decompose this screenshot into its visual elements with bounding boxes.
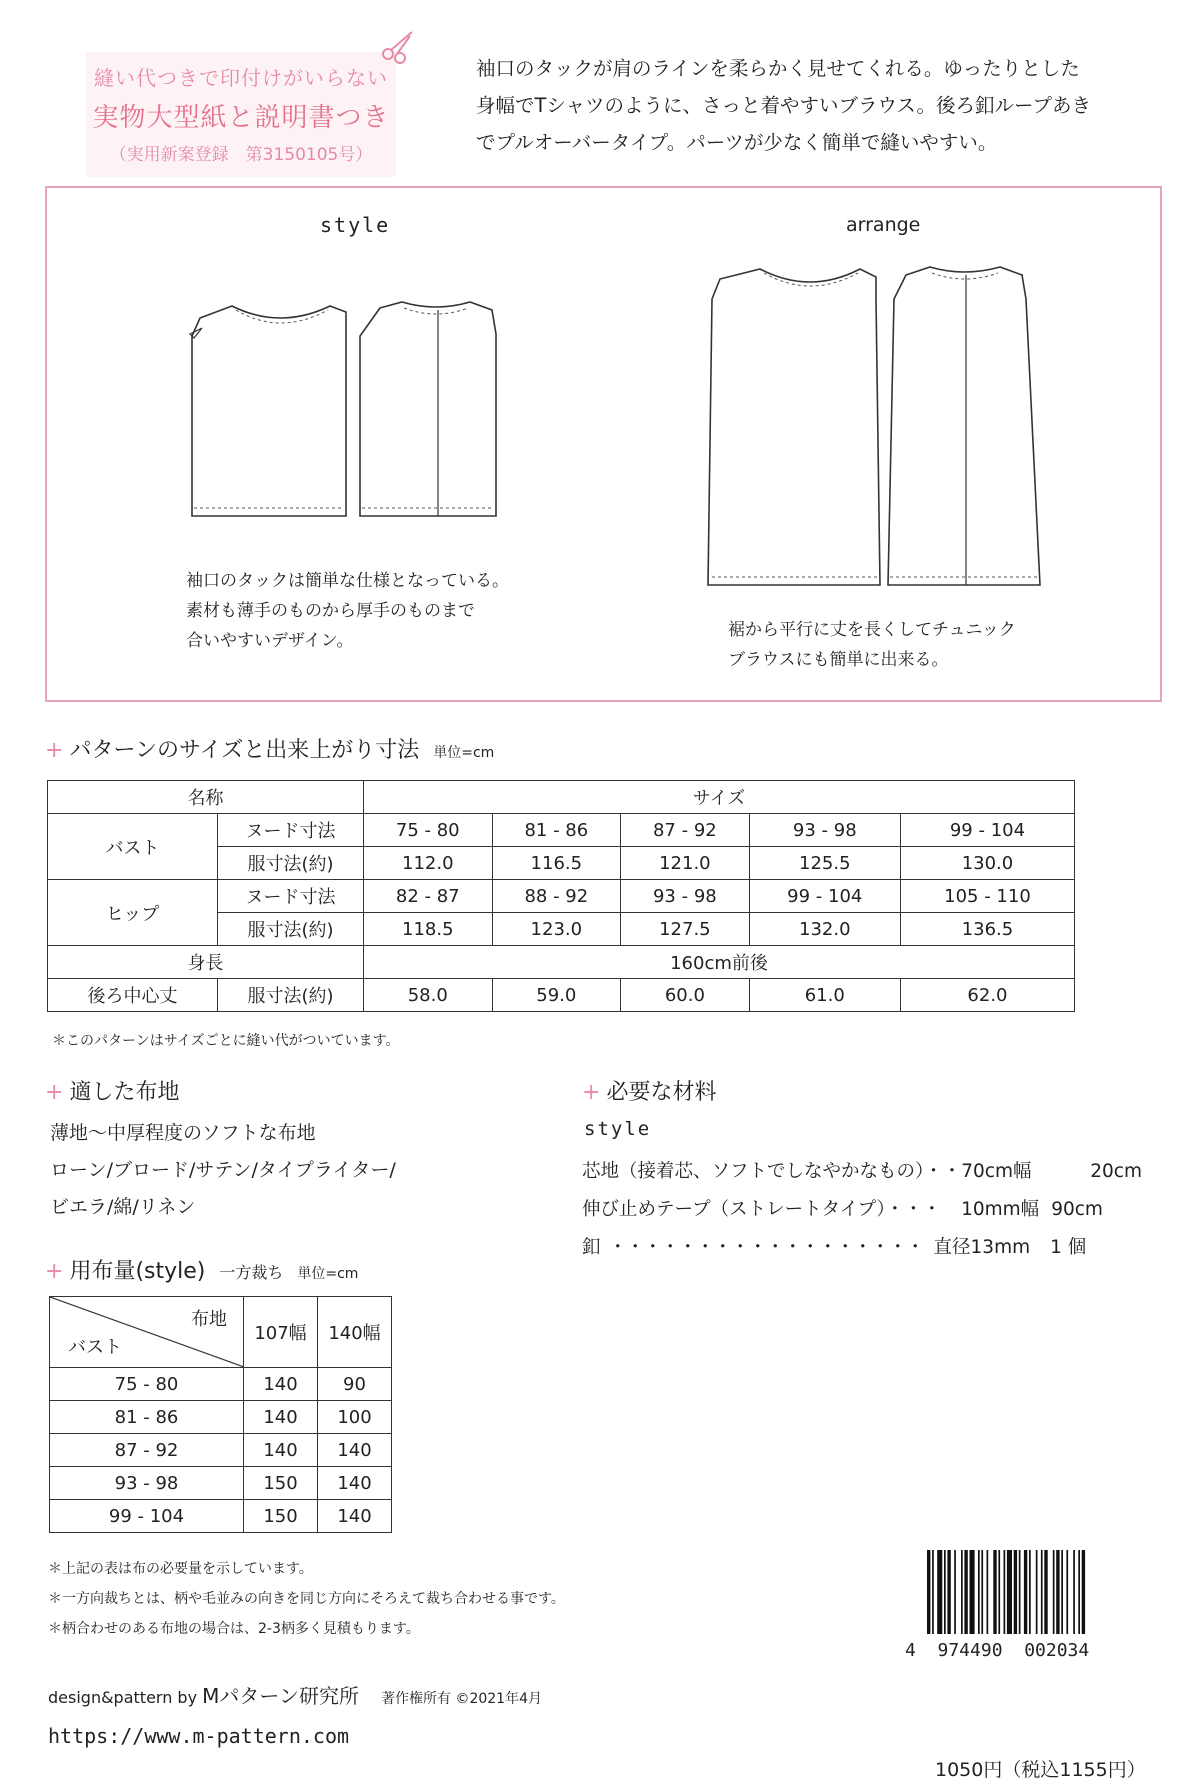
intro-line: 袖口のタックが肩のラインを柔らかく見せてくれる。ゆったりとした — [476, 57, 1080, 80]
table-cell: 121.0 — [621, 847, 750, 880]
nude-label: ヌード寸法 — [218, 880, 364, 913]
arrange-caption: arrange — [846, 214, 921, 236]
table-cell: 140 — [244, 1434, 318, 1467]
table-cell: 87 - 92 — [50, 1434, 244, 1467]
bust-label: バスト — [48, 814, 218, 880]
table-cell: 140 — [318, 1500, 392, 1533]
style-caption: style — [320, 213, 391, 237]
table-cell: 75 - 80 — [364, 814, 493, 847]
table-cell: 123.0 — [492, 913, 621, 946]
table-cell: 59.0 — [492, 979, 621, 1012]
material-qty: 1 個 — [1050, 1237, 1087, 1258]
table-cell: 118.5 — [364, 913, 493, 946]
arrange-note-line: 裾から平行に丈を長くしてチュニック — [728, 620, 1016, 640]
price: 1050円（税込1155円） — [935, 1759, 1146, 1781]
material-name: 伸び止めテープ（ストレートタイプ）・・・ — [582, 1199, 942, 1220]
size-unit: 単位=cm — [433, 745, 495, 761]
size-table — [47, 780, 1075, 1012]
yardage-section-title — [45, 1254, 358, 1285]
size-title: パターンのサイズと出来上がり寸法 — [69, 738, 420, 763]
table-cell: 150 — [244, 1500, 318, 1533]
intro-text — [476, 50, 1166, 161]
table-cell: 132.0 — [749, 913, 900, 946]
plus-icon: + — [45, 738, 64, 763]
table-cell: 127.5 — [621, 913, 750, 946]
style-note-line: 袖口のタックは簡単な仕様となっている。 — [186, 571, 509, 591]
material-name: 釦 — [582, 1237, 601, 1258]
table-cell: 105 - 110 — [900, 880, 1074, 913]
col-140: 140幅 — [318, 1297, 392, 1368]
size-footnote: ＊このパターンはサイズごとに縫い代がついています。 — [52, 1033, 400, 1049]
yardage-unit: 単位=cm — [297, 1266, 359, 1282]
material-item — [582, 1191, 1142, 1229]
col-107: 107幅 — [244, 1297, 318, 1368]
table-cell: 140 — [244, 1368, 318, 1401]
yardage-table — [49, 1296, 392, 1533]
style-note — [186, 566, 509, 656]
table-cell: 82 - 87 — [364, 880, 493, 913]
hip-label: ヒップ — [48, 880, 218, 946]
badge-line-3: （実用新案登録 第3150105号） — [109, 145, 373, 165]
fabric-section-title — [45, 1075, 179, 1106]
arrange-note-line: ブラウスにも簡単に出来る。 — [728, 650, 949, 670]
materials-title: 必要な材料 — [606, 1080, 717, 1105]
yardage-note: ＊一方向裁ちとは、柄や毛並みの向きを同じ方向にそろえて裁ち合わせる事です。 — [48, 1591, 565, 1607]
style-note-line: 合いやすいデザイン。 — [186, 631, 354, 651]
yardage-notes — [48, 1554, 565, 1644]
credit-prefix: design&pattern by — [48, 1688, 203, 1707]
table-cell: 130.0 — [900, 847, 1074, 880]
arrange-tunic-drawing — [700, 255, 1080, 595]
garment-label: 服寸法(約) — [218, 847, 364, 880]
fabric-list — [50, 1115, 396, 1226]
barcode-number: 4 974490 002034 — [905, 1640, 1090, 1661]
copyright: 著作権所有 ©2021年4月 — [381, 1691, 542, 1707]
header-name: 名称 — [48, 781, 364, 814]
material-dots: ・・・・・・・・・・・・・・・・・・ — [608, 1237, 924, 1258]
materials-list — [582, 1153, 1142, 1267]
material-qty: 20cm — [1090, 1161, 1142, 1182]
intro-line: 身幅でTシャツのように、さっと着やすいブラウス。後ろ釦ループあき — [476, 94, 1092, 117]
table-cell: 62.0 — [900, 979, 1074, 1012]
height-label: 身長 — [48, 946, 364, 979]
back-length-label: 後ろ中心丈 — [48, 979, 218, 1012]
height-value: 160cm前後 — [364, 946, 1075, 979]
table-cell: 87 - 92 — [621, 814, 750, 847]
website-link[interactable]: https://www.m-pattern.com — [48, 1724, 350, 1748]
table-cell: 140 — [318, 1434, 392, 1467]
materials-section-title — [582, 1075, 716, 1106]
table-cell: 60.0 — [621, 979, 750, 1012]
table-cell: 90 — [318, 1368, 392, 1401]
arrange-note — [728, 615, 1016, 675]
material-name: 芯地（接着芯、ソフトでしなやかなもの）・・70cm幅 — [582, 1161, 1032, 1182]
badge-line-1: 縫い代つきで印付けがいらない — [94, 66, 388, 90]
plus-icon: + — [45, 1259, 64, 1284]
table-cell: 150 — [244, 1467, 318, 1500]
style-blouse-drawing — [180, 290, 520, 530]
plus-icon: + — [582, 1080, 601, 1105]
table-cell: 61.0 — [749, 979, 900, 1012]
table-cell: 58.0 — [364, 979, 493, 1012]
corner-bottom-label: バスト — [68, 1337, 122, 1358]
fabric-line: ビエラ/綿/リネン — [50, 1196, 196, 1218]
garment-label: 服寸法(約) — [218, 979, 364, 1012]
fabric-line: 薄地～中厚程度のソフトな布地 — [50, 1122, 316, 1144]
size-section-title — [45, 733, 494, 764]
table-cell: 88 - 92 — [492, 880, 621, 913]
yardage-cut: 一方裁ち — [219, 1263, 284, 1282]
header-size: サイズ — [364, 781, 1075, 814]
table-cell: 112.0 — [364, 847, 493, 880]
table-cell: 99 - 104 — [749, 880, 900, 913]
material-width: 直径13mm — [933, 1237, 1031, 1258]
corner-cell — [50, 1297, 244, 1368]
table-cell: 81 - 86 — [50, 1401, 244, 1434]
credit-line — [48, 1680, 542, 1709]
yardage-note: ＊上記の表は布の必要量を示しています。 — [48, 1561, 313, 1577]
yardage-note: ＊柄合わせのある布地の場合は、2-3柄多く見積もります。 — [48, 1621, 420, 1637]
table-cell: 116.5 — [492, 847, 621, 880]
pattern-badge — [86, 52, 396, 177]
table-cell: 140 — [244, 1401, 318, 1434]
table-cell: 140 — [318, 1467, 392, 1500]
table-cell: 136.5 — [900, 913, 1074, 946]
table-cell: 99 - 104 — [50, 1500, 244, 1533]
fabric-title: 適した布地 — [69, 1080, 180, 1105]
corner-top-label: 布地 — [191, 1309, 227, 1330]
garment-label: 服寸法(約) — [218, 913, 364, 946]
plus-icon: + — [45, 1080, 64, 1105]
table-cell: 75 - 80 — [50, 1368, 244, 1401]
table-cell: 99 - 104 — [900, 814, 1074, 847]
table-cell: 93 - 98 — [621, 880, 750, 913]
table-cell: 100 — [318, 1401, 392, 1434]
nude-label: ヌード寸法 — [218, 814, 364, 847]
material-width: 10mm幅 — [961, 1199, 1040, 1220]
material-item — [582, 1229, 1142, 1267]
materials-sub: style — [584, 1118, 652, 1140]
scissors-icon — [380, 28, 416, 64]
table-cell: 93 - 98 — [749, 814, 900, 847]
intro-line: でプルオーバータイプ。パーツが少なく簡単で縫いやすい。 — [476, 131, 998, 154]
fabric-line: ローン/ブロード/サテン/タイプライター/ — [50, 1159, 396, 1181]
badge-line-2: 実物大型紙と説明書つき — [92, 103, 390, 133]
barcode-image — [927, 1550, 1145, 1634]
style-note-line: 素材も薄手のものから厚手のものまで — [186, 601, 475, 621]
material-item — [582, 1153, 1142, 1191]
table-cell: 81 - 86 — [492, 814, 621, 847]
yardage-title: 用布量(style) — [69, 1259, 206, 1284]
credit-brand: Mパターン研究所 — [202, 1684, 359, 1708]
material-qty: 90cm — [1051, 1199, 1103, 1220]
table-cell: 125.5 — [749, 847, 900, 880]
table-cell: 93 - 98 — [50, 1467, 244, 1500]
